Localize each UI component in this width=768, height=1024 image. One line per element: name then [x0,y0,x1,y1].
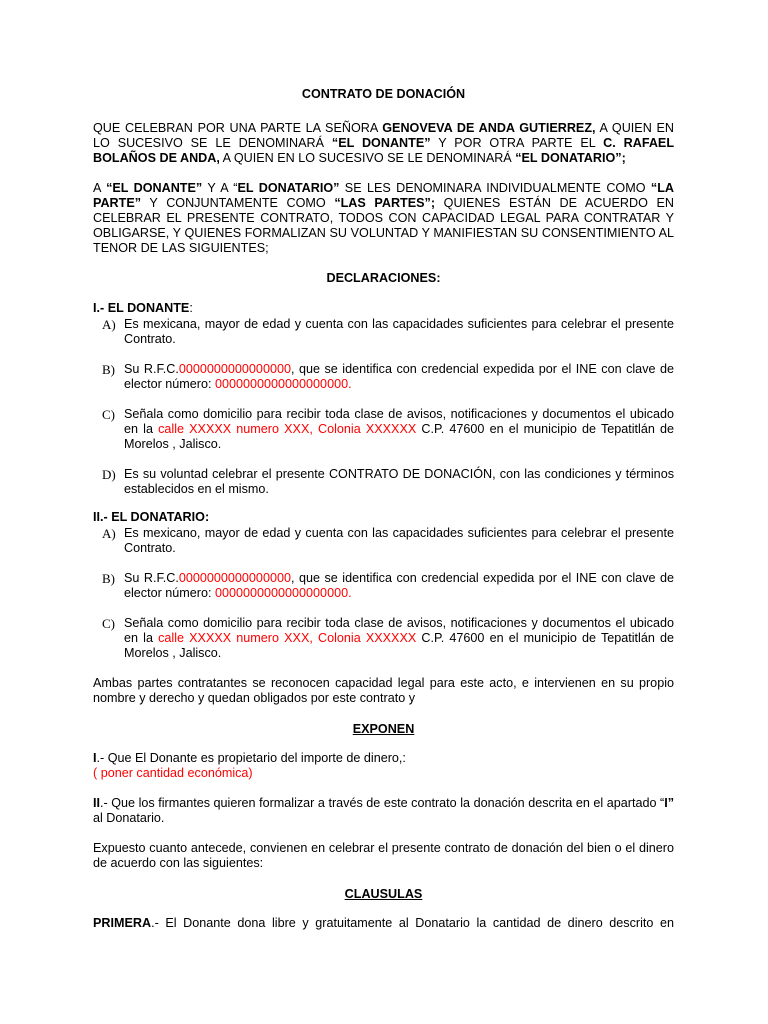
item-text: Es mexicano, mayor de edad y cuenta con las capacidades suficientes para celebrar el presente Contrato. [124,526,674,555]
address-text: C.P. 47600 en el municipio de Tepatitlán de Morelos , Jalisco. [124,631,675,660]
intro-text: A QUIEN EN LO SUCESIVO SE LE DENOMINARÁ [93,121,674,150]
document-title: CONTRATO DE DONACIÓN [301,87,466,101]
exponen-text: al Donatario. [93,811,165,825]
clausulas-title: CLAUSULAS [344,887,423,901]
parties-text: A [93,181,107,195]
declaraciones-title: DECLARACIONES: [326,271,441,285]
rfc-label: Su R.F.C. [124,362,179,376]
section-number: I.- [93,301,105,315]
item-label: C) [102,616,115,631]
intro-text: Y POR OTRA PARTE EL [430,136,604,150]
rfc-label: Su R.F.C. [124,571,179,585]
item-label: A) [102,526,116,541]
item-text [124,571,674,601]
donante-item-b [93,362,674,392]
rfc-placeholder: 0000000000000000 [178,362,291,376]
intro-text: QUE CELEBRAN POR UNA PARTE LA SEÑORA [93,121,383,135]
donatario-term: “EL DONATARIO”; [515,151,626,165]
ine-text: , que se identifica con credencial expedida por el INE con clave de elector número: [124,571,674,600]
donante-heading [93,301,674,316]
expuesto-paragraph: Expuesto cuanto antecede, convienen en celebrar el presente contrato de donación del bien o el dinero de acuerdo con las siguientes: [93,841,674,870]
exponen-title: EXPONEN [352,722,415,736]
item-text: Es su voluntad celebrar el presente CONTRATO DE DONACIÓN, con las condiciones y términos establecidos en el mismo. [124,467,674,496]
address-text: Señala como domicilio para recibir toda clase de avisos, notificaciones y documentos el ubicado en la [124,616,674,645]
parties-text: Y CONJUNTAMENTE COMO [141,196,335,210]
exponen-ii [93,796,674,826]
donante-term: “EL DONANTE” [331,136,431,150]
donante-item-c [93,407,674,452]
exponen-text: .- Que El Donante es propietario del importe de dinero,: [96,751,406,765]
document-body [93,82,674,931]
donatario-item-c [93,616,674,661]
intro-text: A QUIEN EN LO SUCESIVO SE LE DENOMINARÁ [219,151,516,165]
item-label: D) [102,467,116,482]
elector-placeholder: 0000000000000000000. [215,377,352,391]
section-colon: : [189,301,193,315]
section-title: EL DONANTE [104,301,190,315]
item-text: Es mexicana, mayor de edad y cuenta con las capacidades suficientes para celebrar el presente Contrato. [124,317,674,346]
donatario-item-b [93,571,674,601]
clause-label: PRIMERA [93,916,152,930]
item-text [124,362,674,392]
item-label: B) [102,362,115,377]
donatario-heading: II.- EL DONATARIO: [93,510,210,524]
address-placeholder: calle XXXXX numero XXX, Colonia XXXXXX [158,631,417,645]
parties-text: QUIENES ESTÁN DE ACUERDO EN CELEBRAR EL PRESENTE CONTRATO, TODOS CON CAPACIDAD LEGAL PARA CONTRATAR Y OBLIGARSE, Y QUIENES FORMALIZAN SU VOLUNTAD Y MANIFIESTAN SU CONSENTIMIENTO AL TENOR DE LAS SIGUIENTES; [93,196,675,255]
intro-paragraph [93,121,674,166]
exponen-ref: I” [664,796,674,810]
parties-text: SE LES DENOMINARA INDIVIDUALMENTE COMO [339,181,651,195]
item-label: C) [102,407,115,422]
donante-item-d [93,467,674,497]
exponen-i-text [93,751,674,766]
exponen-text: .- Que los firmantes quieren formalizar a través de este contrato la donación descrita en el apartado “ [100,796,665,810]
primera-clause [93,916,674,931]
exponen-number: I [93,751,97,765]
exponen-number: II [93,796,100,810]
parties-bold: EL DONATARIO” [237,181,340,195]
rfc-placeholder: 0000000000000000 [178,571,291,585]
parties-bold: “LAS PARTES”; [334,196,436,210]
donante-name: GENOVEVA DE ANDA GUTIERREZ, [382,121,596,135]
item-label: A) [102,317,116,332]
address-text: Señala como domicilio para recibir toda clase de avisos, notificaciones y documentos el ubicado en la [124,407,674,436]
amount-placeholder: ( poner cantidad económica) [93,766,253,780]
donante-item-a [93,317,674,347]
item-text [124,407,674,452]
item-text [124,616,674,661]
donatario-name: C. RAFAEL BOLAÑOS DE ANDA, [93,136,675,165]
address-text: C.P. 47600 en el municipio de Tepatitlán de Morelos , Jalisco. [124,422,675,451]
parties-bold: “EL DONANTE” [106,181,203,195]
ine-text: , que se identifica con credencial expedida por el INE con clave de elector número: [124,362,674,391]
ambas-paragraph: Ambas partes contratantes se reconocen capacidad legal para este acto, e intervienen en su propio nombre y derecho y quedan obligados por este contrato y [93,676,674,705]
donatario-item-a [93,526,674,556]
parties-text: Y A “ [202,181,238,195]
elector-placeholder: 0000000000000000000. [215,586,352,600]
parties-paragraph [93,181,674,256]
address-placeholder: calle XXXXX numero XXX, Colonia XXXXXX [158,422,417,436]
item-label: B) [102,571,115,586]
clause-text: .- El Donante dona libre y gratuitamente al Donatario la cantidad de dinero descrito en [151,916,674,930]
exponen-i [93,751,674,781]
parties-bold: “LA PARTE” [93,181,674,210]
